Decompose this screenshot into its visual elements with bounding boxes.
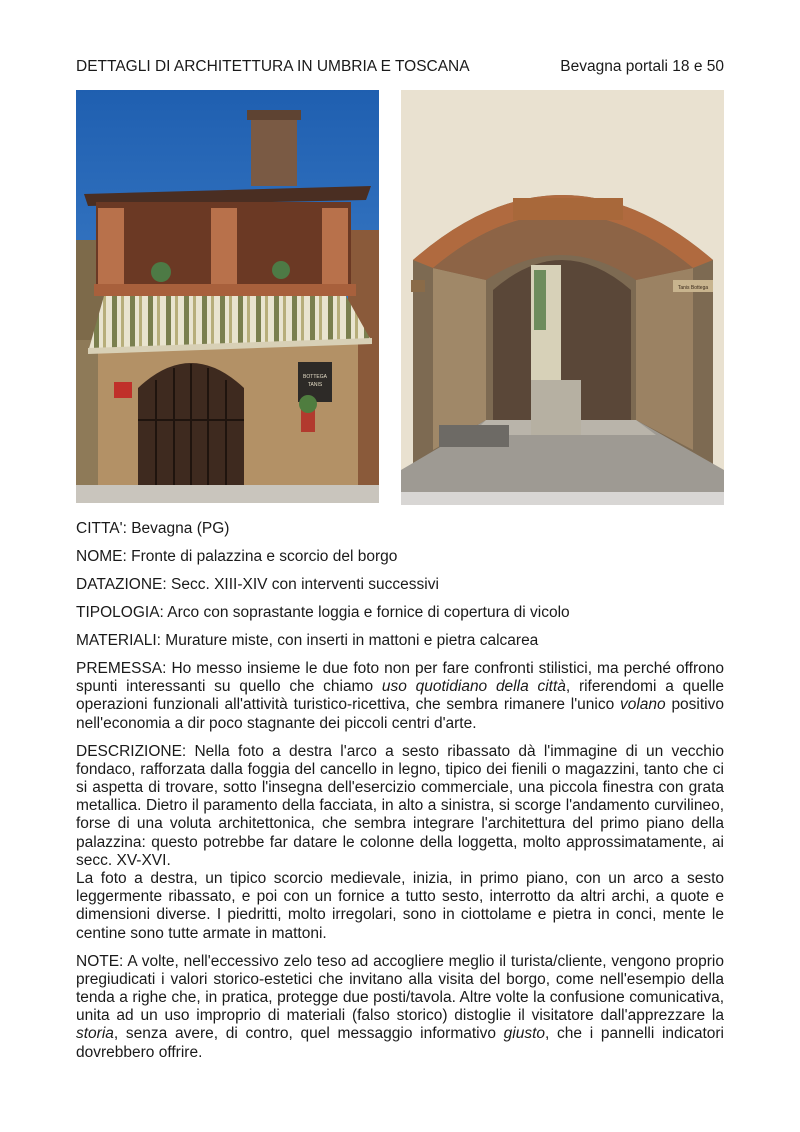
field-tipologia: TIPOLOGIA: Arco con soprastante loggia e fornice di copertura di vicolo: [76, 604, 570, 621]
wall-sign-text: Tanis Bottega: [677, 285, 709, 291]
photo-vicolo-arch: [401, 90, 724, 505]
premessa-paragraph: PREMESSA: Ho messo insieme le due foto non per fare confronti stilistici, ma perché offrono spunti interessanti su quello che chiamo uso quotidiano della città, riferendomi a quelle operazioni funzionali all'attività turistico-ricettiva, che sembra rimanere l'unico volano positivo nell'economia a dir poco stagnante dei piccoli centri d'arte.: [76, 660, 724, 732]
document-title: DETTAGLI DI ARCHITETTURA IN UMBRIA E TOSCANA: [76, 58, 470, 75]
page-header: [76, 58, 724, 80]
note-paragraph: NOTE: A volte, nell'eccessivo zelo teso ad accogliere meglio il turista/cliente, vengono proprio pregiudicati i valori storico-estetici che invitano alla visita del borgo, come nell'esempio della tenda a righe che, in pratica, protegge due posti/tavola. Altre volte la confusione comunicativa, unita ad un uso improprio di materiali (falso storico) distoglie il visitatore dall'apprezzare la storia, senza avere, di contro, quel messaggio informativo giusto, che i pannelli indicatori dovrebbero offrire.: [76, 952, 724, 1061]
photo-palazzina-front: [76, 90, 379, 503]
document-body: [76, 520, 724, 1072]
shop-sign-line1: BOTTEGA: [303, 374, 327, 380]
shop-sign-line2: TANIS: [307, 382, 323, 388]
field-datazione: DATAZIONE: Secc. XIII-XIV con interventi successivi: [76, 576, 439, 593]
descrizione-paragraph: DESCRIZIONE: Nella foto a destra l'arco a sesto ribassato dà l'immagine di un vecchio fondaco, rafforzata dalla foggia del cancello in legno, tipico dei fienili o magazzini, tanto che ci si aspetta di trovare, sotto l'insegna dell'esercizio commerciale, una piccola finestra con grata metallica. Dietro il paramento della facciata, in alto a sinistra, si scorge l'andamento curvilineo, forse di una voluta architettonica, che sembra integrare l'architettura del primo piano della palazzina: questo potrebbe far datare le colonne della loggetta, molto approssimatamente, ai secc. XV-XVI.: [76, 742, 724, 869]
field-citta: CITTA': Bevagna (PG): [76, 520, 230, 537]
field-materiali: MATERIALI: Murature miste, con inserti in mattoni e pietra calcarea: [76, 632, 539, 649]
descrizione-paragraph-2: La foto a destra, un tipico scorcio medievale, inizia, in primo piano, con un arco a sesto leggermente ribassato, e poi con un fornice a tutto sesto, interrotto da altri archi, a quote e dimensioni diverse. I piedritti, molto irregolari, sono in ciottolame e pietra in conci, mente le centine sono tutte armate in mattoni.: [76, 870, 724, 942]
document-subtitle: Bevagna portali 18 e 50: [560, 58, 724, 75]
field-nome: NOME: Fronte di palazzina e scorcio del borgo: [76, 548, 398, 565]
